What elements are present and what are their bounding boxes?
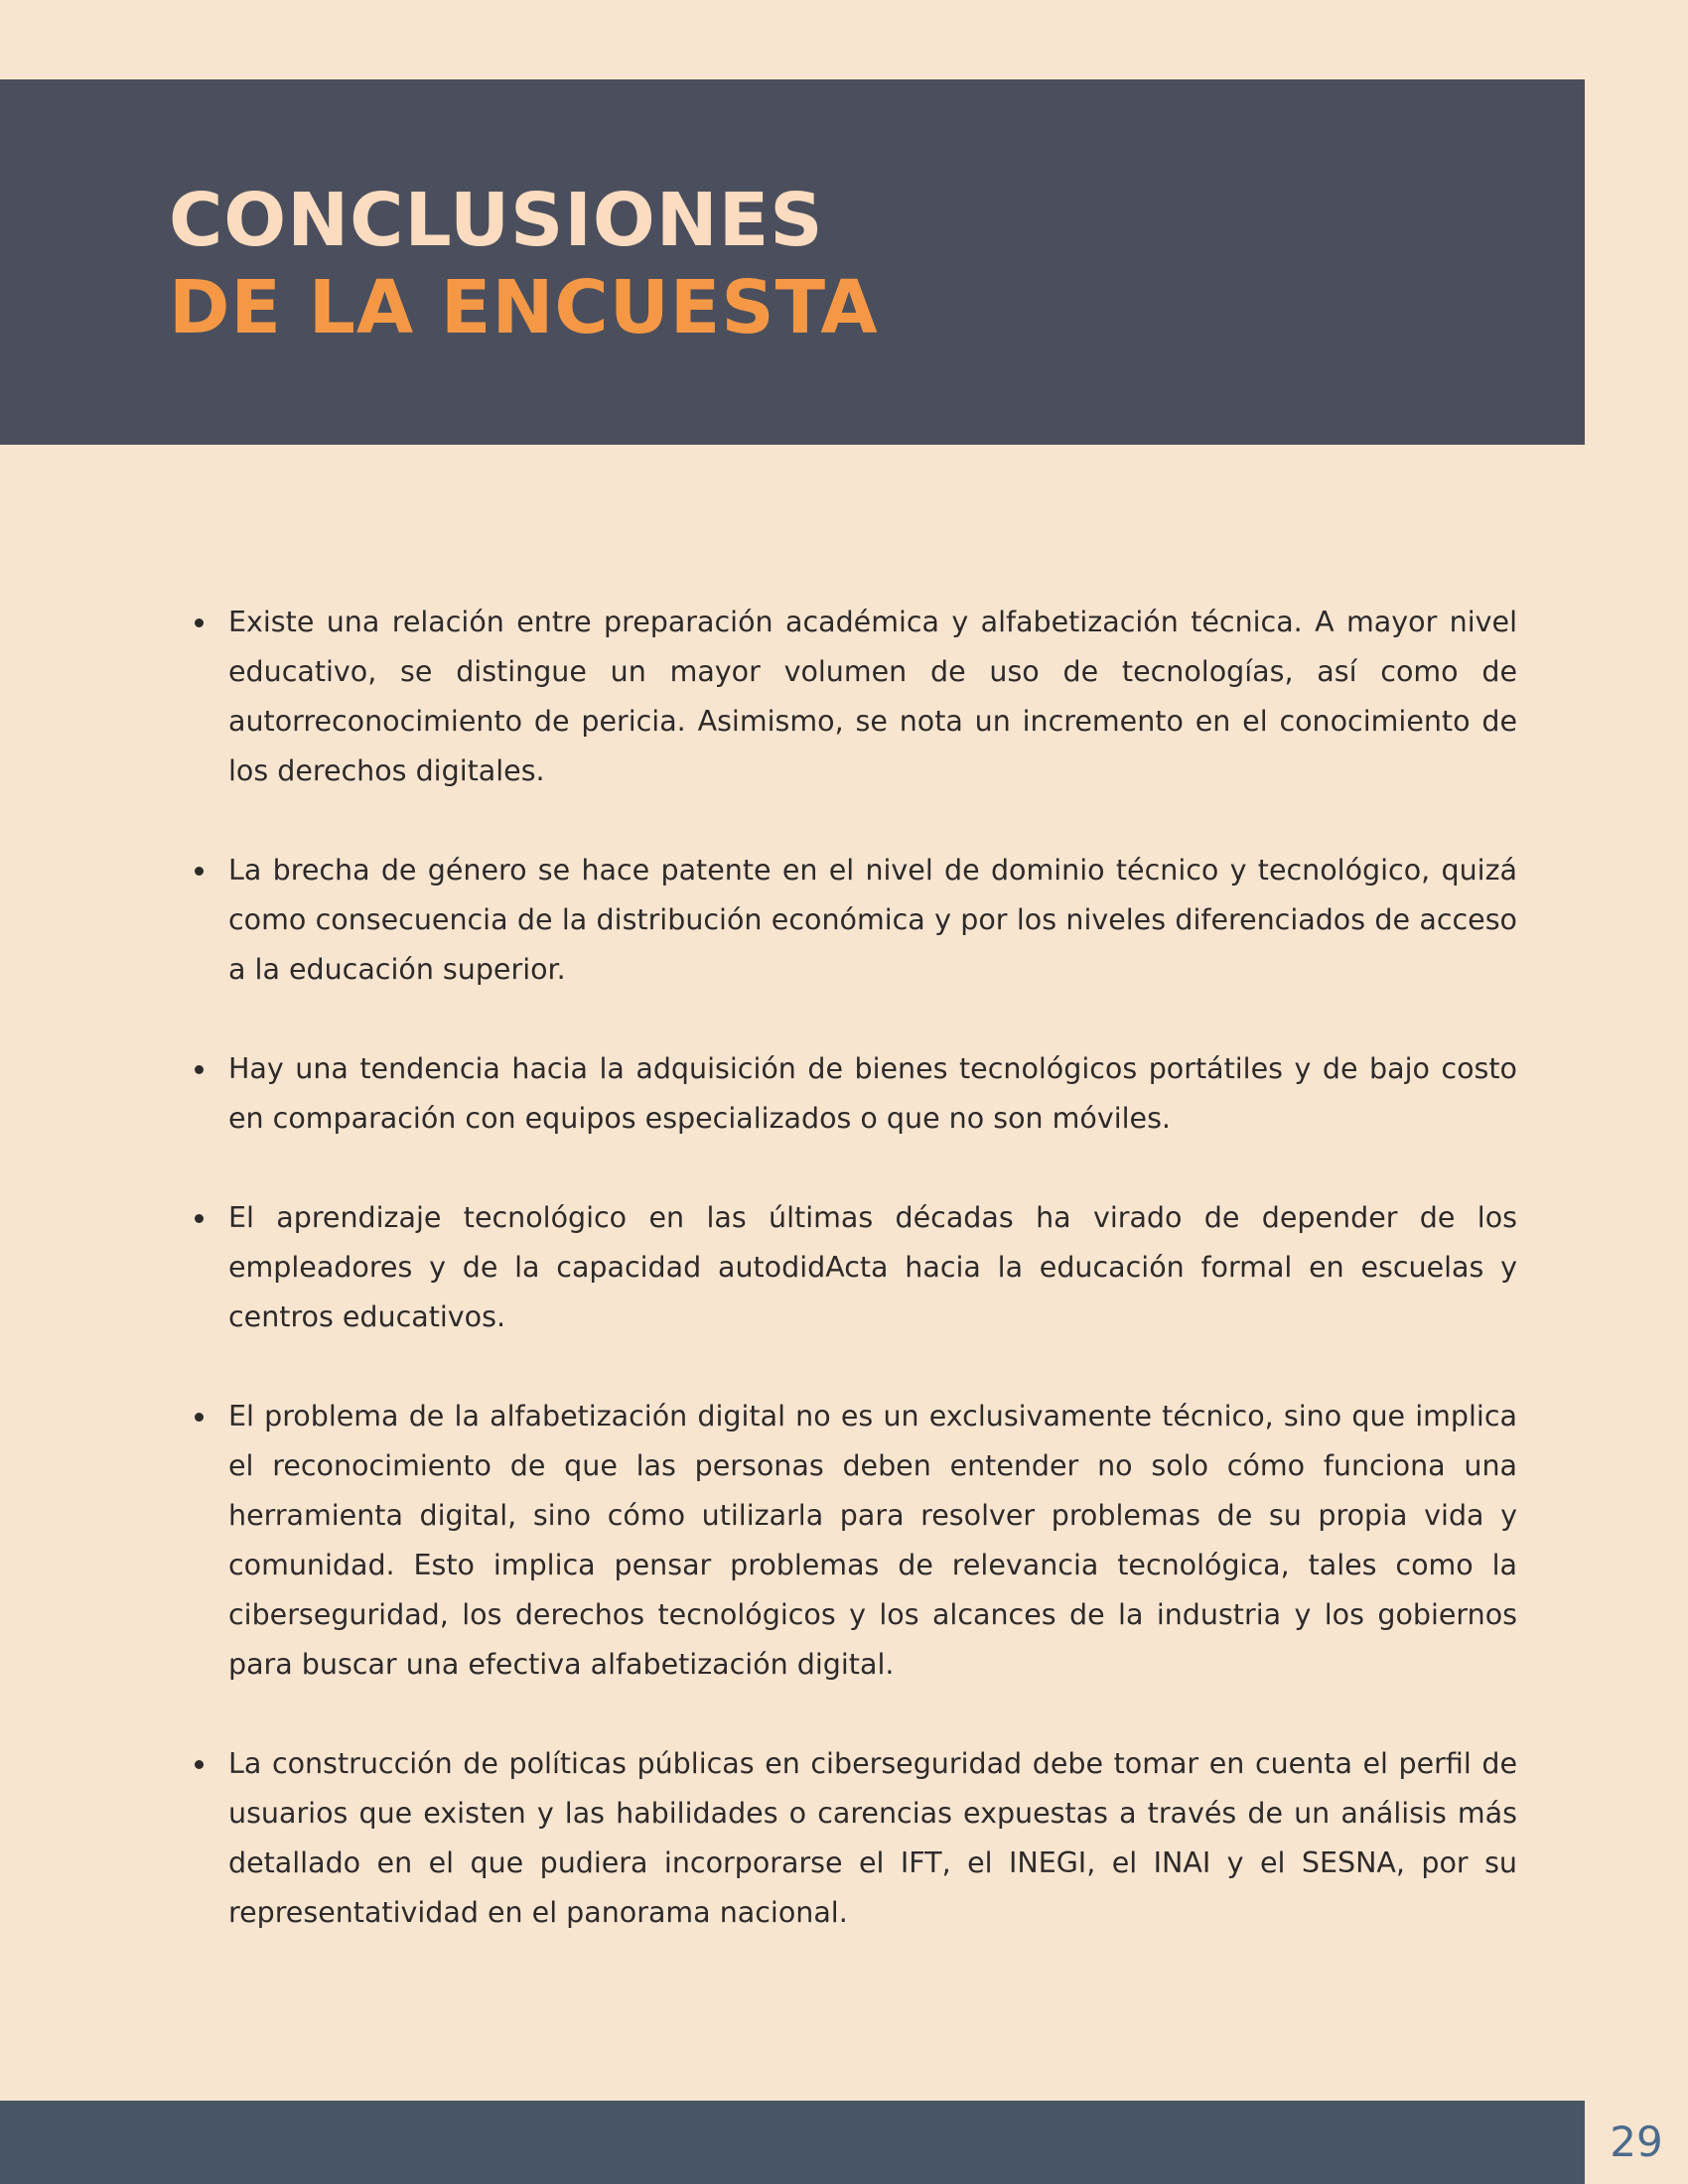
conclusion-item — [191, 1392, 1517, 1690]
footer-band — [0, 2101, 1585, 2184]
conclusion-text: La construcción de políticas públicas en ciberseguridad debe tomar en cuenta el perfil de usuarios que existen y las habilidades o carencias expuestas a través de un análisis más detallado en el que pudiera incorporarse el IFT, el INEGI, el INAI y el SESNA, por su representatividad en el panorama nacional. — [228, 1747, 1517, 1929]
conclusion-item — [191, 1044, 1517, 1144]
conclusion-text: El problema de la alfabetización digital no es un exclusivamente técnico, sino que implica el reconocimiento de que las personas deben entender no solo cómo funciona una herramienta digital, sino cómo utilizarla para resolver problemas de su propia vida y comunidad. Esto implica pensar problemas de relevancia tecnológica, tales como la ciberseguridad, los derechos tecnológicos y los alcances de la industria y los gobiernos para buscar una efectiva alfabetización digital. — [228, 1400, 1517, 1681]
title-line-2: DE LA ENCUESTA — [169, 265, 879, 350]
bullet-icon — [195, 618, 204, 627]
bullet-icon — [195, 1065, 204, 1074]
bullet-icon — [195, 1760, 204, 1769]
bullet-icon — [195, 867, 204, 876]
page-number: 29 — [1610, 2117, 1663, 2166]
conclusion-text: La brecha de género se hace patente en el nivel de dominio técnico y tecnológico, quizá como consecuencia de la distribución económica y por los niveles diferenciados de acceso a la educación superior. — [228, 854, 1517, 986]
conclusion-item — [191, 598, 1517, 796]
bullet-icon — [195, 1413, 204, 1422]
title-line-1: CONCLUSIONES — [169, 178, 824, 263]
conclusions-list — [191, 598, 1517, 1987]
conclusion-item — [191, 1193, 1517, 1342]
conclusion-item — [191, 1739, 1517, 1938]
page-title — [169, 177, 879, 351]
bullet-icon — [195, 1214, 204, 1223]
conclusion-text: Existe una relación entre preparación académica y alfabetización técnica. A mayor nivel educativo, se distingue un mayor volumen de uso de tecnologías, así como de autorreconocimiento de pericia. Asimismo, se nota un incremento en el conocimiento de los derechos digitales. — [228, 606, 1517, 787]
conclusion-item — [191, 846, 1517, 995]
conclusion-text: El aprendizaje tecnológico en las últimas décadas ha virado de depender de los empleadores y de la capacidad autodidActa hacia la educación formal en escuelas y centros educativos. — [228, 1201, 1517, 1333]
conclusion-text: Hay una tendencia hacia la adquisición de bienes tecnológicos portátiles y de bajo costo en comparación con equipos especializados o que no son móviles. — [228, 1052, 1517, 1135]
